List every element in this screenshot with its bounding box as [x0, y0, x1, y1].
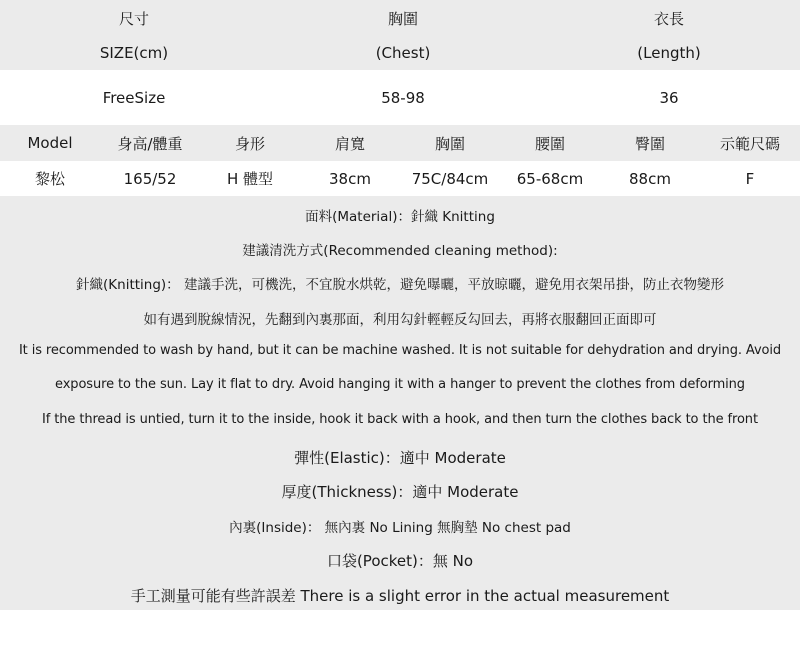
size-table-header: [0, 0, 800, 70]
model-header-sample-size: 示範尺碼: [719, 134, 780, 153]
elastic-line: 彈性(Elastic)：適中 Moderate: [294, 449, 506, 467]
model-sample-size: F: [745, 169, 755, 188]
model-header-height-weight: 身高/體重: [117, 134, 183, 153]
model-header-hip: 臀圍: [634, 134, 665, 153]
chest-header-zh: 胸圍: [387, 9, 418, 28]
cleaning-en-line-3: If the thread is untied, turn it to the inside, hook it back with a hook, and then turn the clothes back to the front: [42, 412, 758, 427]
length-value: 36: [659, 88, 679, 107]
model-header-body-type: 身形: [234, 134, 265, 153]
model-name: 黎松: [34, 170, 65, 188]
length-header-en: (Length): [637, 44, 701, 62]
model-chest: 75C/84cm: [411, 169, 489, 188]
model-waist: 65-68cm: [516, 169, 584, 188]
model-hip: 88cm: [629, 169, 671, 188]
product-info-block: [0, 196, 800, 610]
chest-value: 58-98: [381, 88, 425, 107]
cleaning-en-line-1: It is recommended to wash by hand, but it can be machine washed. It is not suitable for dehydration and drying. Avoid: [18, 343, 782, 358]
size-header-en: SIZE(cm): [99, 44, 169, 62]
model-body-type: H 體型: [226, 170, 274, 188]
cleaning-zh-line-2: 如有遇到脫線情況，先翻到內裏那面，利用勾針輕輕反勾回去，再將衣服翻回正面即可: [143, 312, 657, 328]
chest-header-en: (Chest): [375, 44, 431, 62]
model-table-header: [0, 125, 800, 161]
size-value: FreeSize: [102, 88, 166, 107]
model-height-weight: 165/52: [123, 169, 177, 188]
size-header-zh: 尺寸: [118, 9, 149, 28]
length-header-zh: 衣長: [653, 9, 684, 28]
model-header-chest: 胸圍: [434, 134, 465, 153]
cleaning-title: 建議清洗方式(Recommended cleaning method):: [242, 243, 558, 259]
measurement-error-note: 手工測量可能有些許誤差 There is a slight error in the actual measurement: [130, 587, 670, 605]
thickness-line: 厚度(Thickness)：適中 Moderate: [281, 483, 519, 501]
model-header-waist: 腰圍: [534, 134, 565, 153]
model-header-shoulder: 肩寬: [334, 134, 365, 153]
inside-line: 內裏(Inside)： 無內裏 No Lining 無胸墊 No chest pad: [229, 520, 571, 536]
material-line: 面料(Material)：針織 Knitting: [305, 209, 495, 225]
cleaning-en-line-2: exposure to the sun. Lay it flat to dry. Avoid hanging it with a hanger to prevent the clothes from deforming: [55, 377, 745, 392]
cleaning-zh-line-1: 針織(Knitting)： 建議手洗，可機洗，不宜脫水烘乾，避免曝曬，平放晾曬，避免用衣架吊掛，防止衣物變形: [76, 277, 724, 293]
model-shoulder: 38cm: [329, 169, 371, 188]
model-header-model: Model: [27, 134, 73, 152]
size-table-row: [0, 70, 800, 125]
model-table-row: [0, 161, 800, 196]
pocket-line: 口袋(Pocket)：無 No: [326, 552, 474, 570]
